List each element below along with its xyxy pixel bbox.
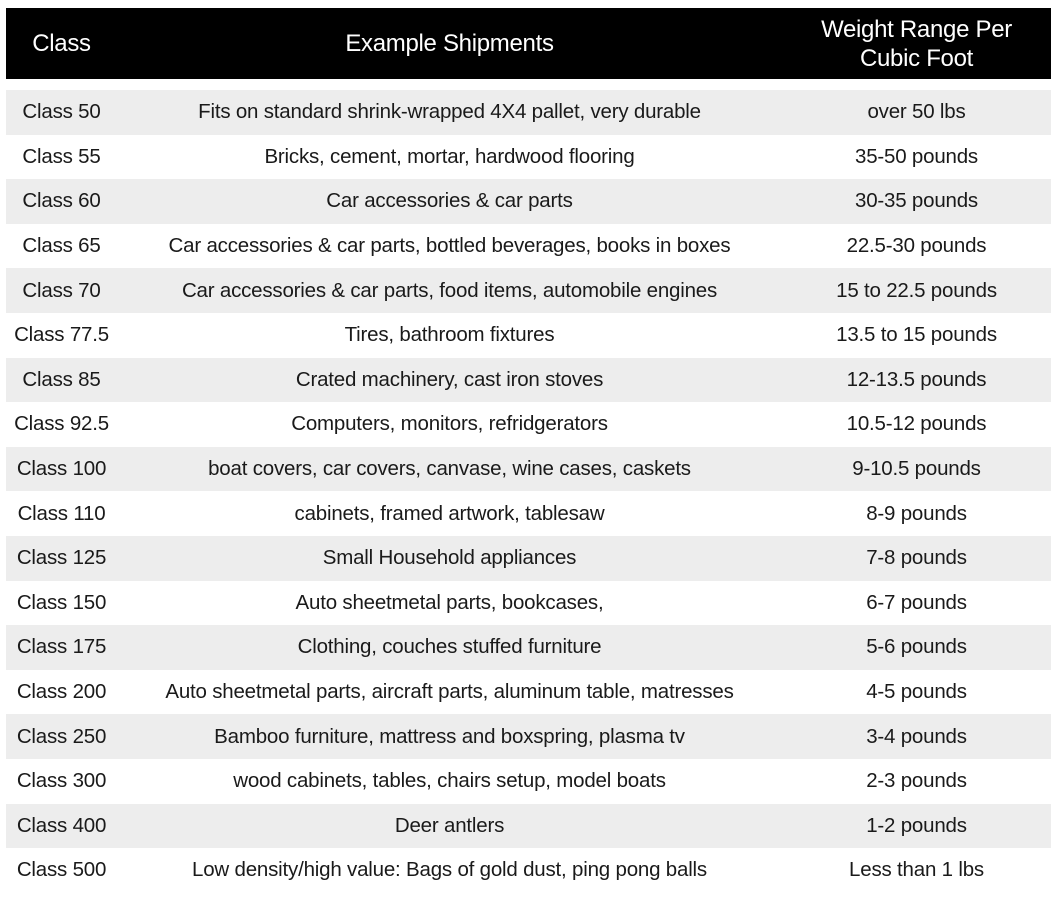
freight-class-table	[6, 8, 1051, 893]
cell-class: Class 85	[6, 358, 117, 403]
cell-class: Class 50	[6, 90, 117, 135]
cell-weight-range: 10.5-12 pounds	[846, 412, 987, 436]
cell-example-shipments: Computers, monitors, refridgerators	[291, 412, 608, 436]
header-row	[6, 8, 1051, 79]
cell-weight-range: 1-2 pounds	[782, 804, 1051, 849]
cell-example-shipments: Car accessories & car parts	[117, 179, 782, 224]
cell-example-shipments: Fits on standard shrink-wrapped 4X4 pallet, very durable	[117, 90, 782, 135]
cell-class: Class 110	[17, 501, 106, 525]
cell-example-shipments: Crated machinery, cast iron stoves	[117, 358, 782, 403]
table-row	[6, 581, 1051, 626]
cell-weight-range: 6-7 pounds	[866, 590, 967, 614]
cell-example-shipments: Tires, bathroom fixtures	[344, 323, 555, 347]
cell-weight-range: 8-9 pounds	[866, 501, 967, 525]
cell-example-shipments: Low density/high value: Bags of gold dust, ping pong balls	[192, 858, 707, 882]
cell-weight-range: 35-50 pounds	[855, 144, 978, 168]
cell-example-shipments: Auto sheetmetal parts, aircraft parts, aluminum table, matresses	[165, 680, 734, 704]
table-row	[6, 224, 1051, 269]
cell-example-shipments: cabinets, framed artwork, tablesaw	[294, 501, 605, 525]
cell-weight-range: 22.5-30 pounds	[846, 234, 987, 258]
cell-class: Class 125	[6, 536, 117, 581]
cell-weight-range: 13.5 to 15 pounds	[836, 323, 997, 347]
cell-weight-range: 4-5 pounds	[866, 680, 967, 704]
cell-example-shipments: Auto sheetmetal parts, bookcases,	[295, 590, 604, 614]
cell-example-shipments: Small Household appliances	[117, 536, 782, 581]
table-row	[6, 625, 1051, 670]
cell-class: Class 200	[16, 680, 107, 704]
table-row	[6, 848, 1051, 893]
cell-example-shipments: Car accessories & car parts, food items, automobile engines	[117, 268, 782, 313]
cell-weight-range: over 50 lbs	[782, 90, 1051, 135]
cell-weight-range: 9-10.5 pounds	[782, 447, 1051, 492]
cell-example-shipments: Bricks, cement, mortar, hardwood flooring	[264, 144, 635, 168]
cell-class: Class 300	[16, 769, 107, 793]
cell-weight-range: 30-35 pounds	[782, 179, 1051, 224]
table-row	[6, 268, 1051, 313]
header-weight-range	[782, 8, 1051, 79]
header-class: Class	[6, 8, 117, 79]
header-weight-line2: Cubic Foot	[859, 44, 974, 72]
cell-weight-range: 7-8 pounds	[782, 536, 1051, 581]
cell-class: Class 100	[6, 447, 117, 492]
header-example-shipments: Example Shipments	[117, 8, 782, 79]
table-row	[6, 90, 1051, 135]
table-row	[6, 447, 1051, 492]
cell-weight-range: 15 to 22.5 pounds	[782, 268, 1051, 313]
table-row	[6, 179, 1051, 224]
table-row	[6, 358, 1051, 403]
table-row	[6, 491, 1051, 536]
table-row	[6, 804, 1051, 849]
cell-example-shipments: Car accessories & car parts, bottled beverages, books in boxes	[168, 234, 731, 258]
cell-example-shipments: Bamboo furniture, mattress and boxspring, plasma tv	[117, 714, 782, 759]
table-header	[6, 8, 1051, 79]
header-weight-line1: Weight Range Per	[821, 15, 1012, 43]
cell-class: Class 150	[16, 590, 107, 614]
cell-weight-range: 12-13.5 pounds	[782, 358, 1051, 403]
table-row	[6, 135, 1051, 180]
cell-class: Class 400	[6, 804, 117, 849]
cell-example-shipments: wood cabinets, tables, chairs setup, model boats	[233, 769, 666, 793]
cell-weight-range: 3-4 pounds	[782, 714, 1051, 759]
cell-class: Class 175	[6, 625, 117, 670]
table-row	[6, 536, 1051, 581]
cell-class: Class 92.5	[14, 412, 109, 436]
table-row	[6, 402, 1051, 447]
table-row	[6, 313, 1051, 358]
cell-class: Class 60	[6, 179, 117, 224]
cell-class: Class 500	[16, 858, 107, 882]
cell-class: Class 55	[22, 144, 101, 168]
cell-class: Class 77.5	[14, 323, 109, 347]
cell-class: Class 250	[6, 714, 117, 759]
cell-weight-range: 2-3 pounds	[866, 769, 967, 793]
table-row	[6, 714, 1051, 759]
cell-example-shipments: boat covers, car covers, canvase, wine cases, caskets	[117, 447, 782, 492]
cell-example-shipments: Clothing, couches stuffed furniture	[117, 625, 782, 670]
cell-weight-range: Less than 1 lbs	[849, 858, 984, 882]
table-body	[6, 79, 1051, 893]
table-row	[6, 670, 1051, 715]
cell-class: Class 65	[22, 234, 101, 258]
spacer-row	[6, 79, 1051, 90]
cell-class: Class 70	[6, 268, 117, 313]
cell-weight-range: 5-6 pounds	[782, 625, 1051, 670]
table-row	[6, 759, 1051, 804]
cell-example-shipments: Deer antlers	[117, 804, 782, 849]
